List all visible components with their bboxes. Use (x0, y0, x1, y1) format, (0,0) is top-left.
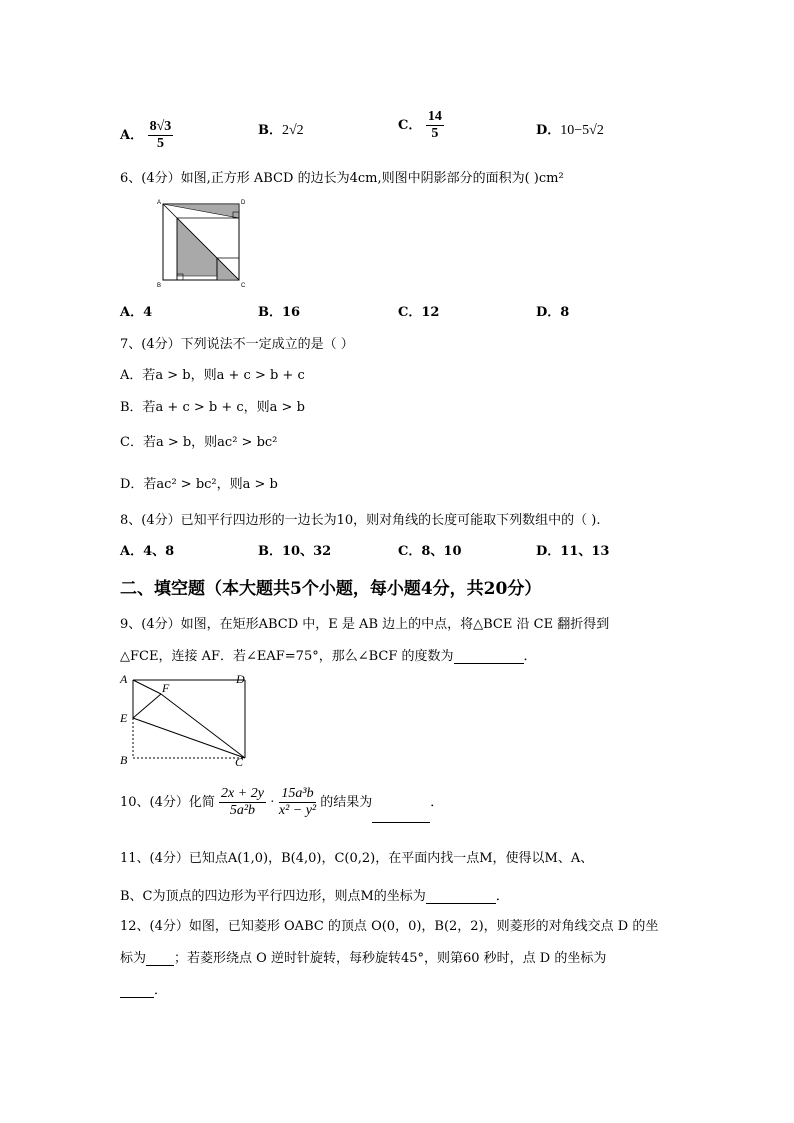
q12-line1: 12、(4分）如图，已知菱形 OABC 的顶点 O(0，0)，B(2，2)，则菱形的对角线交点 D 的坐 (120, 919, 659, 934)
q7-option-c: C．若a > b，则ac² > bc² (120, 435, 278, 450)
q9-rectangle-figure (117, 670, 253, 768)
q5-option-d: D．10−5√2 (536, 123, 604, 138)
q9-answer-blank[interactable] (454, 663, 524, 664)
q5-c-fraction: $\frac{14}{5}$ (427, 109, 442, 141)
section-2-heading: 二、填空题（本大题共5个小题，每小题4分，共20分） (120, 579, 542, 599)
q9-line2: △FCE，连接 AF．若∠EAF=75°，那么∠BCF 的度数为 ． (120, 649, 537, 664)
q10-line: 10、(4分）化简 $\frac{2x + 2y}{\text{5a²b}}$ · $\frac{\text{15a³b}}{\text{x² − y²}}$ 的结果为 ． (120, 783, 443, 823)
q5-a-fraction: $\frac{8√3}{5}$ (149, 119, 172, 151)
q6-option-d: D．8 (536, 305, 570, 320)
q8-option-c: C．8、10 (398, 544, 462, 559)
q10-answer-blank[interactable] (372, 798, 430, 823)
q8-option-a: A．4、8 (120, 544, 175, 559)
q7-option-a: A．若a > b，则a + c > b + c (120, 368, 305, 383)
q9-label-d: D (236, 672, 245, 686)
q6-label-c: C (241, 283, 246, 288)
q6-square-figure (155, 196, 247, 288)
q7-option-d: D．若ac² > bc²，则a > b (120, 477, 278, 492)
q11-answer-blank[interactable] (426, 903, 496, 904)
q6-label-a: A (157, 200, 162, 206)
q7-stem: 7、(4分）下列说法不一定成立的是（ ） (120, 337, 354, 352)
q5-option-a: A． $\frac{8√3}{5}$ (120, 119, 172, 151)
q8-option-b: B．10、32 (258, 544, 332, 559)
q6-option-a: A．4 (120, 305, 153, 320)
q9-line1: 9、(4分）如图，在矩形ABCD 中，E 是 AB 边上的中点，将△BCE 沿 CE 翻折得到 (120, 617, 610, 632)
q11-line2: B、C为顶点的四边形为平行四边形，则点M的坐标为 ． (120, 889, 509, 904)
q8-option-d: D．11、13 (536, 544, 610, 559)
q6-label-d: D (241, 200, 246, 206)
q8-stem: 8、(4分）已知平行四边形的一边长为10，则对角线的长度可能取下列数组中的（ ). (120, 513, 601, 528)
q11-line1: 11、(4分）已知点A(1,0)，B(4,0)，C(0,2)，在平面内找一点M，使得以M、A、 (120, 851, 594, 866)
q9-label-f: F (162, 681, 170, 695)
q12-answer-blank-1[interactable] (146, 965, 174, 966)
q6-option-b: B．16 (258, 305, 301, 320)
q6-option-c: C．12 (398, 305, 440, 320)
q12-answer-blank-2[interactable] (120, 997, 154, 998)
q7-option-b: B．若a + c > b + c，则a > b (120, 400, 305, 415)
q10-fraction-2: $\frac{\text{15a³b}}{\text{x² − y²}}$ (278, 786, 317, 818)
q9-label-e: E (120, 711, 128, 725)
q9-label-b: B (120, 753, 128, 767)
q9-label-a: A (120, 672, 128, 686)
q12-line3: ． (120, 979, 167, 998)
q6-stem: 6、(4分）如图,正方形 ABCD 的边长为4cm,则图中阴影部分的面积为( )cm² (120, 171, 564, 186)
q10-fraction-1: $\frac{2x + 2y}{\text{5a²b}}$ (221, 786, 264, 818)
q5-option-b: B．2√2 (258, 123, 304, 138)
q5-option-c: C． $\frac{14}{5}$ (398, 109, 442, 141)
q12-line2: 标为 ；若菱形绕点 O 逆时针旋转，每秒旋转45°，则第60 秒时，点 D 的坐标为 (120, 951, 607, 966)
q9-label-c: C (235, 755, 244, 768)
q6-label-b: B (157, 283, 162, 288)
